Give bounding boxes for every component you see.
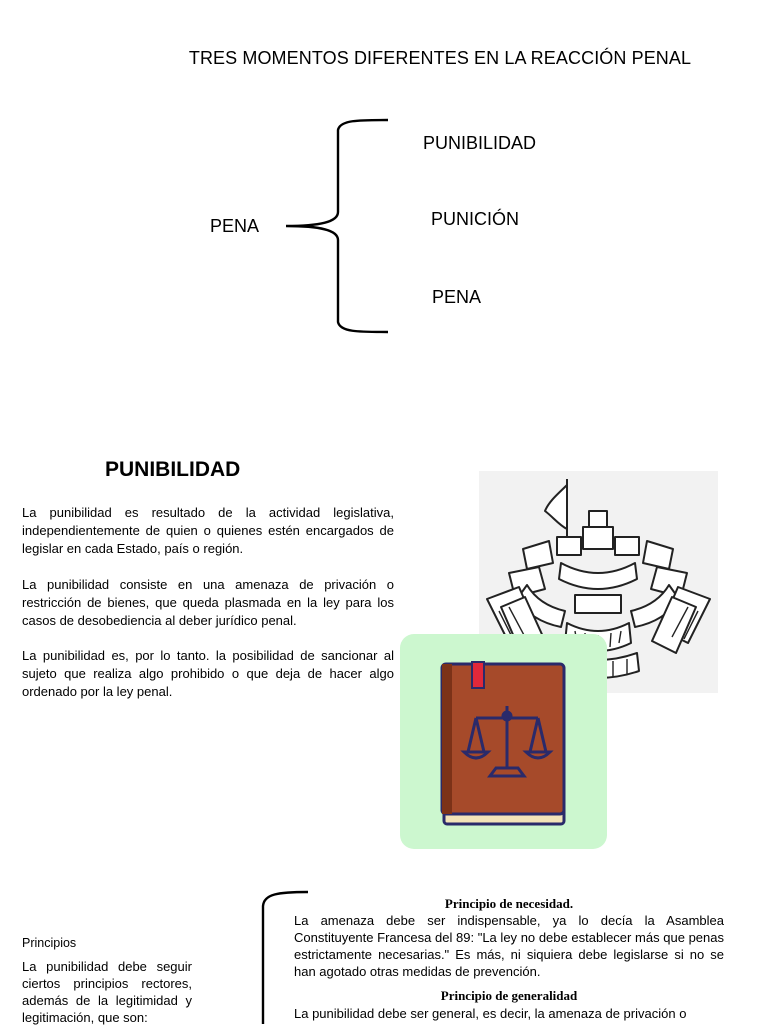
diagram-branch-punibilidad: PUNIBILIDAD <box>423 133 537 153</box>
law-book-icon <box>400 634 607 849</box>
law-book-image <box>400 634 607 849</box>
section-title: PUNIBILIDAD <box>105 458 241 481</box>
principle-title: Principio de necesidad. <box>444 896 574 911</box>
diagram-branch-punicion: PUNICIÓN <box>431 209 520 229</box>
diagram-root-label: PENA <box>210 216 260 236</box>
page-title: TRES MOMENTOS DIFERENTES EN LA REACCIÓN PENAL <box>188 48 692 68</box>
paragraph: La punibilidad consiste en una amenaza de privación o restricción de bienes, que queda plasmada en la ley para los casos de desobediencia al deber jurídico penal. <box>22 577 394 628</box>
paragraph: La punibilidad es resultado de la actividad legislativa, independientemente de quien o quienes estén encargados de legislar en cada Estado, país o región. <box>22 505 394 556</box>
principios-title: Principios <box>22 936 77 950</box>
principios-text: La punibilidad debe seguir ciertos principios rectores, además de la legitimidad y legitimación, que son: <box>22 959 192 1025</box>
principle-text: La punibilidad debe ser general, es decir, la amenaza de privación o <box>294 1006 687 1021</box>
principle-title: Principio de generalidad <box>440 988 578 1003</box>
diagram-branch-pena: PENA <box>432 287 482 307</box>
curly-brace <box>280 112 400 342</box>
principle-text: La amenaza debe ser indispensable, ya lo decía la Asamblea Constituyente Francesa del 89: "La ley no debe establecer más que penas estrictamente necesarias." Es más, ni siquiera debe legislarse si no se han agotado otras medidas de prevención. <box>294 913 724 979</box>
paragraph: La punibilidad es, por lo tanto. la posibilidad de sancionar al sujeto que realiza algo prohibido o que deja de hacer algo ordenado por la ley penal. <box>22 648 394 699</box>
